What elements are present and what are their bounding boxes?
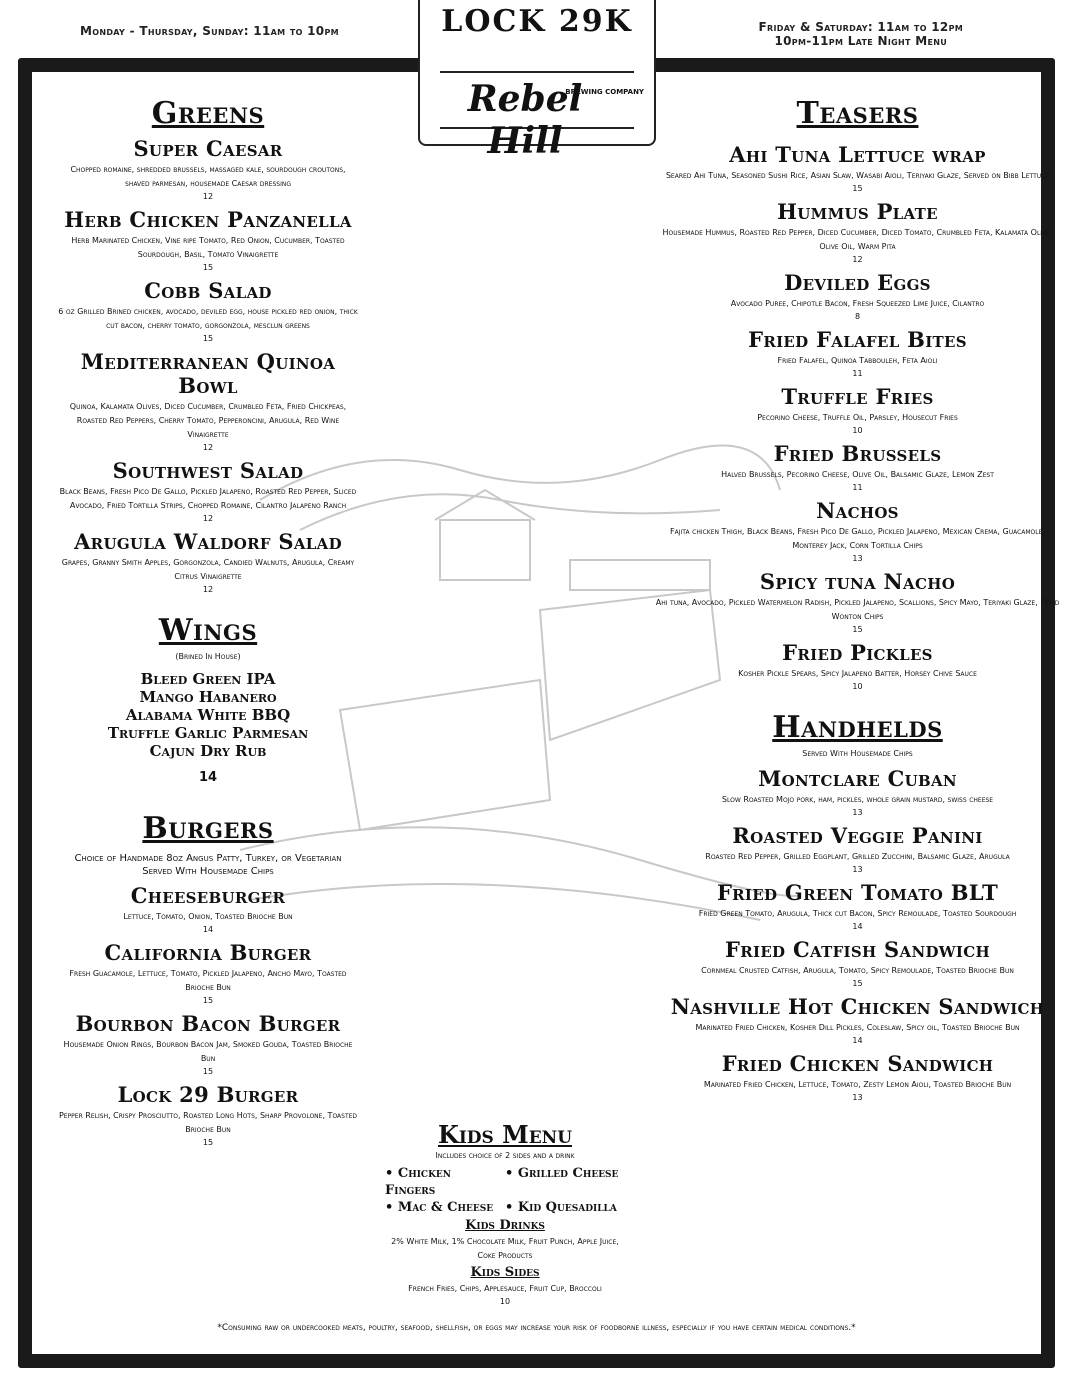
menu-item-price: 12 — [202, 585, 214, 594]
menu-item-name: Herb Chicken Panzanella — [64, 207, 352, 232]
menu-item-price: 15 — [852, 979, 863, 988]
menu-item-description: Chopped romaine, shredded brussels, massaged kale, sourdough croutons, shaved parmesan, housemade Caesar dressing — [70, 165, 346, 188]
menu-item-name: Nashville Hot Chicken Sandwich — [670, 994, 1045, 1019]
menu-item-price: 13 — [852, 865, 863, 874]
menu-item — [655, 995, 1060, 1046]
menu-item-description: Fresh Guacamole, Lettuce, Tomato, Pickled Jalapeno, Ancho Mayo, Toasted Brioche Bun — [69, 969, 347, 992]
wing-sauce: Alabama White BBQ — [125, 706, 291, 724]
wing-sauce: Mango Habanero — [139, 688, 277, 706]
menu-item-description: Black Beans, Fresh Pico De Gallo, Pickled Jalapeno, Roasted Red Pepper, Sliced Avocado, Fried Tortilla Strips, Chopped Romaine, Cilantro Jalapeno Ranch — [59, 487, 357, 510]
menu-item — [58, 350, 358, 453]
menu-item-description: 6 oz Grilled Brined chicken, avocado, deviled egg, house pickled red onion, thick cut bacon, cherry tomato, gorgonzola, mesclun greens — [58, 307, 358, 330]
menu-item-price: 15 — [202, 334, 214, 343]
menu-item-price: 15 — [202, 1067, 214, 1076]
teasers-list — [655, 143, 1060, 692]
kids-option: • Mac & Cheese — [385, 1200, 494, 1215]
menu-item — [655, 767, 1060, 818]
wings-heading: Wings — [158, 613, 258, 648]
menu-item-price: 15 — [202, 1138, 214, 1147]
kids-drinks-heading: Kids Drinks — [465, 1218, 545, 1233]
menu-item-name: Super Caesar — [133, 136, 283, 161]
menu-item-price: 14 — [852, 922, 863, 931]
menu-item-description: Grapes, Granny Smith Apples, Gorgonzola, Candied Walnuts, Arugula, Creamy Citrus Vinaigrette — [61, 558, 355, 581]
menu-item-name: Fried Falafel Bites — [748, 327, 967, 352]
menu-item — [655, 881, 1060, 932]
right-column — [655, 96, 1060, 1103]
menu-item — [655, 499, 1060, 564]
menu-item-price: 8 — [854, 312, 861, 321]
wing-sauce: Cajun Dry Rub — [149, 742, 267, 760]
menu-item-price: 11 — [852, 483, 863, 492]
menu-item-name: California Burger — [104, 940, 312, 965]
menu-item — [58, 530, 358, 595]
menu-item — [58, 459, 358, 524]
menu-item-price: 13 — [852, 808, 863, 817]
kids-sides: French Fries, Chips, Applesauce, Fruit Cup, Broccoli — [408, 1284, 602, 1293]
menu-item-description: Seared Ahi Tuna, Seasoned Sushi Rice, Asian Slaw, Wasabi Aioli, Teriyaki Glaze, Served on Bibb Lettuce — [665, 171, 1050, 180]
menu-item — [655, 271, 1060, 322]
menu-item-price: 12 — [202, 443, 214, 452]
menu-item-description: Kosher Pickle Spears, Spicy Jalapeno Batter, Horsey Chive Sauce — [738, 669, 977, 678]
menu-item-description: Halved Brussels, Pecorino Cheese, Olive Oil, Balsamic Glaze, Lemon Zest — [721, 470, 994, 479]
menu-item-price: 15 — [852, 184, 863, 193]
burgers-list — [58, 884, 358, 1148]
menu-item-price: 15 — [852, 625, 863, 634]
menu-item — [655, 1052, 1060, 1103]
brand-logo — [418, 0, 656, 162]
weekend-hours — [759, 20, 963, 48]
kids-option: • Chicken Fingers — [385, 1166, 451, 1198]
wings-sauces — [58, 670, 358, 760]
kids-menu — [385, 1120, 625, 1307]
menu-item-description: Slow Roasted Mojo pork, ham, pickles, whole grain mustard, swiss cheese — [721, 795, 994, 804]
logo-lock29: LOCK 29K — [441, 4, 633, 39]
menu-item-description: Ahi tuna, Avocado, Pickled Watermelon Radish, Pickled Jalapeno, Scallions, Spicy Mayo, Teriyaki Glaze, Fried Wonton Chips — [655, 598, 1060, 621]
burgers-intro-chips: Served With Housemade Chips — [142, 866, 274, 877]
menu-item-price: 11 — [852, 369, 863, 378]
menu-item — [58, 884, 358, 935]
kids-price: 10 — [499, 1297, 511, 1306]
wing-sauce: Bleed Green IPA — [140, 670, 276, 688]
menu-item — [655, 641, 1060, 692]
menu-item — [655, 143, 1060, 194]
menu-item-name: Spicy tuna Nacho — [759, 569, 956, 594]
menu-item-name: Cheeseburger — [130, 883, 286, 908]
menu-item-name: Nachos — [816, 498, 899, 523]
kids-heading: Kids Menu — [437, 1120, 573, 1149]
menu-item-name: Cobb Salad — [144, 278, 272, 303]
logo-subtitle: BREWING COMPANY — [565, 88, 644, 96]
kids-options — [385, 1165, 625, 1216]
menu-item-description: Lettuce, Tomato, Onion, Toasted Brioche Bun — [123, 912, 293, 921]
menu-item — [58, 208, 358, 273]
menu-item-description: Roasted Red Pepper, Grilled Eggplant, Grilled Zucchini, Balsamic Glaze, Arugula — [705, 852, 1010, 861]
menu-item-price: 15 — [202, 996, 214, 1005]
menu-item-description: Herb Marinated Chicken, Vine ripe Tomato, Red Onion, Cucumber, Toasted Sourdough, Basil, Tomato Vinaigrette — [71, 236, 345, 259]
menu-item-name: Roasted Veggie Panini — [732, 823, 983, 848]
menu-item-price: 13 — [852, 554, 863, 563]
menu-item-name: Fried Chicken Sandwich — [721, 1051, 994, 1076]
menu-item-price: 10 — [852, 426, 863, 435]
menu-item — [58, 137, 358, 202]
menu-item — [58, 941, 358, 1006]
kids-sides-heading: Kids Sides — [470, 1265, 540, 1280]
handhelds-list — [655, 767, 1060, 1103]
handhelds-heading: Handhelds — [772, 710, 943, 745]
menu-item-name: Deviled Eggs — [784, 270, 931, 295]
wings-price: 14 — [198, 770, 218, 785]
menu-item-price: 14 — [852, 1036, 863, 1045]
burgers-intro: Choice of Handmade 8oz Angus Patty, Turkey, or Vegetarian — [74, 853, 342, 864]
kids-intro: Includes choice of 2 sides and a drink — [435, 1151, 575, 1160]
menu-item-price: 14 — [202, 925, 214, 934]
kids-option: • Grilled Cheese — [505, 1166, 619, 1181]
menu-item-description: Fried Green Tomato, Arugula, Thick cut Bacon, Spicy Remoulade, Toasted Sourdough — [698, 909, 1017, 918]
menu-item-name: Bourbon Bacon Burger — [75, 1011, 341, 1036]
menu-item-price: 12 — [202, 192, 214, 201]
menu-item-name: Truffle Fries — [781, 384, 934, 409]
food-safety-disclaimer: *Consuming raw or undercooked meats, poultry, seafood, shellfish, or eggs may increase your risk of foodborne illness, especially if you have certain medical conditions.* — [217, 1323, 856, 1333]
wings-note: (Brined In House) — [175, 652, 241, 661]
menu-item — [655, 385, 1060, 436]
greens-heading: Greens — [151, 96, 265, 131]
menu-item-name: Southwest Salad — [112, 458, 304, 483]
menu-item-description: Pepper Relish, Crispy Prosciutto, Roasted Long Hots, Sharp Provolone, Toasted Brioche Bun — [58, 1111, 358, 1134]
menu-item-name: Arugula Waldorf Salad — [74, 529, 342, 554]
menu-item-description: Cornmeal Crusted Catfish, Arugula, Tomato, Spicy Remoulade, Toasted Brioche Bun — [701, 966, 1014, 975]
menu-item-price: 10 — [852, 682, 863, 691]
burgers-heading: Burgers — [142, 811, 274, 846]
wing-sauce: Truffle Garlic Parmesan — [107, 724, 309, 742]
menu-item — [58, 1083, 358, 1148]
menu-item-description: Avocado Puree, Chipotle Bacon, Fresh Squeezed Lime Juice, Cilantro — [730, 299, 985, 308]
menu-item-name: Fried Pickles — [782, 640, 933, 665]
menu-item-name: Hummus Plate — [777, 199, 938, 224]
menu-item-description: Housemade Hummus, Roasted Red Pepper, Diced Cucumber, Diced Tomato, Crumbled Feta, Kalamata Olive, Olive Oil, Warm Pita — [662, 228, 1053, 251]
teasers-heading: Teasers — [796, 96, 919, 131]
menu-item-name: Fried Green Tomato BLT — [716, 880, 999, 905]
handhelds-intro: Served With Housemade Chips — [802, 749, 913, 758]
menu-item-description: Housemade Onion Rings, Bourbon Bacon Jam, Smoked Gouda, Toasted Brioche Bun — [63, 1040, 353, 1063]
late-night-hours-line: 10pm-11pm Late Night Menu — [774, 34, 948, 48]
kids-option: • Kid Quesadilla — [505, 1200, 617, 1215]
menu-item — [58, 1012, 358, 1077]
menu-item-price: 12 — [852, 255, 863, 264]
kids-drinks: 2% White Milk, 1% Chocolate Milk, Fruit Punch, Apple Juice, Coke Products — [391, 1237, 619, 1260]
menu-item-price: 12 — [202, 514, 214, 523]
menu-item-price: 13 — [852, 1093, 863, 1102]
menu-item — [655, 570, 1060, 635]
menu-item-description: Fried Falafel, Quinoa Tabbouleh, Feta Aioli — [777, 356, 938, 365]
menu-item — [655, 442, 1060, 493]
menu-item-description: Marinated Fried Chicken, Lettuce, Tomato, Zesty Lemon Aioli, Toasted Brioche Bun — [703, 1080, 1012, 1089]
menu-item-name: Fried Brussels — [773, 441, 942, 466]
weekday-hours: Monday - Thursday, Sunday: 11am to 10pm — [80, 24, 339, 38]
menu-item-name: Montclare Cuban — [758, 766, 957, 791]
logo-rebel-hill: Rebel Hill — [467, 78, 583, 162]
weekend-hours-line: Friday & Saturday: 11am to 12pm — [758, 20, 963, 34]
menu-item — [58, 279, 358, 344]
menu-item-description: Marinated Fried Chicken, Kosher Dill Pickles, Coleslaw, Spicy oil, Toasted Brioche Bun — [695, 1023, 1020, 1032]
menu-item-description: Quinoa, Kalamata Olives, Diced Cucumber, Crumbled Feta, Fried Chickpeas, Roasted Red Peppers, Cherry Tomato, Pepperoncini, Arugula, Red Wine Vinaigrette — [69, 402, 347, 439]
menu-item — [655, 328, 1060, 379]
greens-list — [58, 137, 358, 595]
menu-item-description: Fajita chicken Thigh, Black Beans, Fresh Pico De Gallo, Pickled Jalapeno, Mexican Crema, Guacamole, Monterey Jack, Corn Tortilla Chips — [670, 527, 1045, 550]
menu-item-name: Fried Catfish Sandwich — [725, 937, 990, 962]
menu-item-name: Ahi Tuna Lettuce wrap — [729, 142, 986, 167]
menu-item — [655, 938, 1060, 989]
menu-item-name: Mediterranean Quinoa Bowl — [80, 349, 336, 398]
menu-item-price: 15 — [202, 263, 214, 272]
menu-item — [655, 200, 1060, 265]
menu-item-name: Lock 29 Burger — [117, 1082, 299, 1107]
left-column — [58, 96, 358, 1148]
menu-item — [655, 824, 1060, 875]
menu-item-description: Pecorino Cheese, Truffle Oil, Parsley, Housecut Fries — [757, 413, 958, 422]
